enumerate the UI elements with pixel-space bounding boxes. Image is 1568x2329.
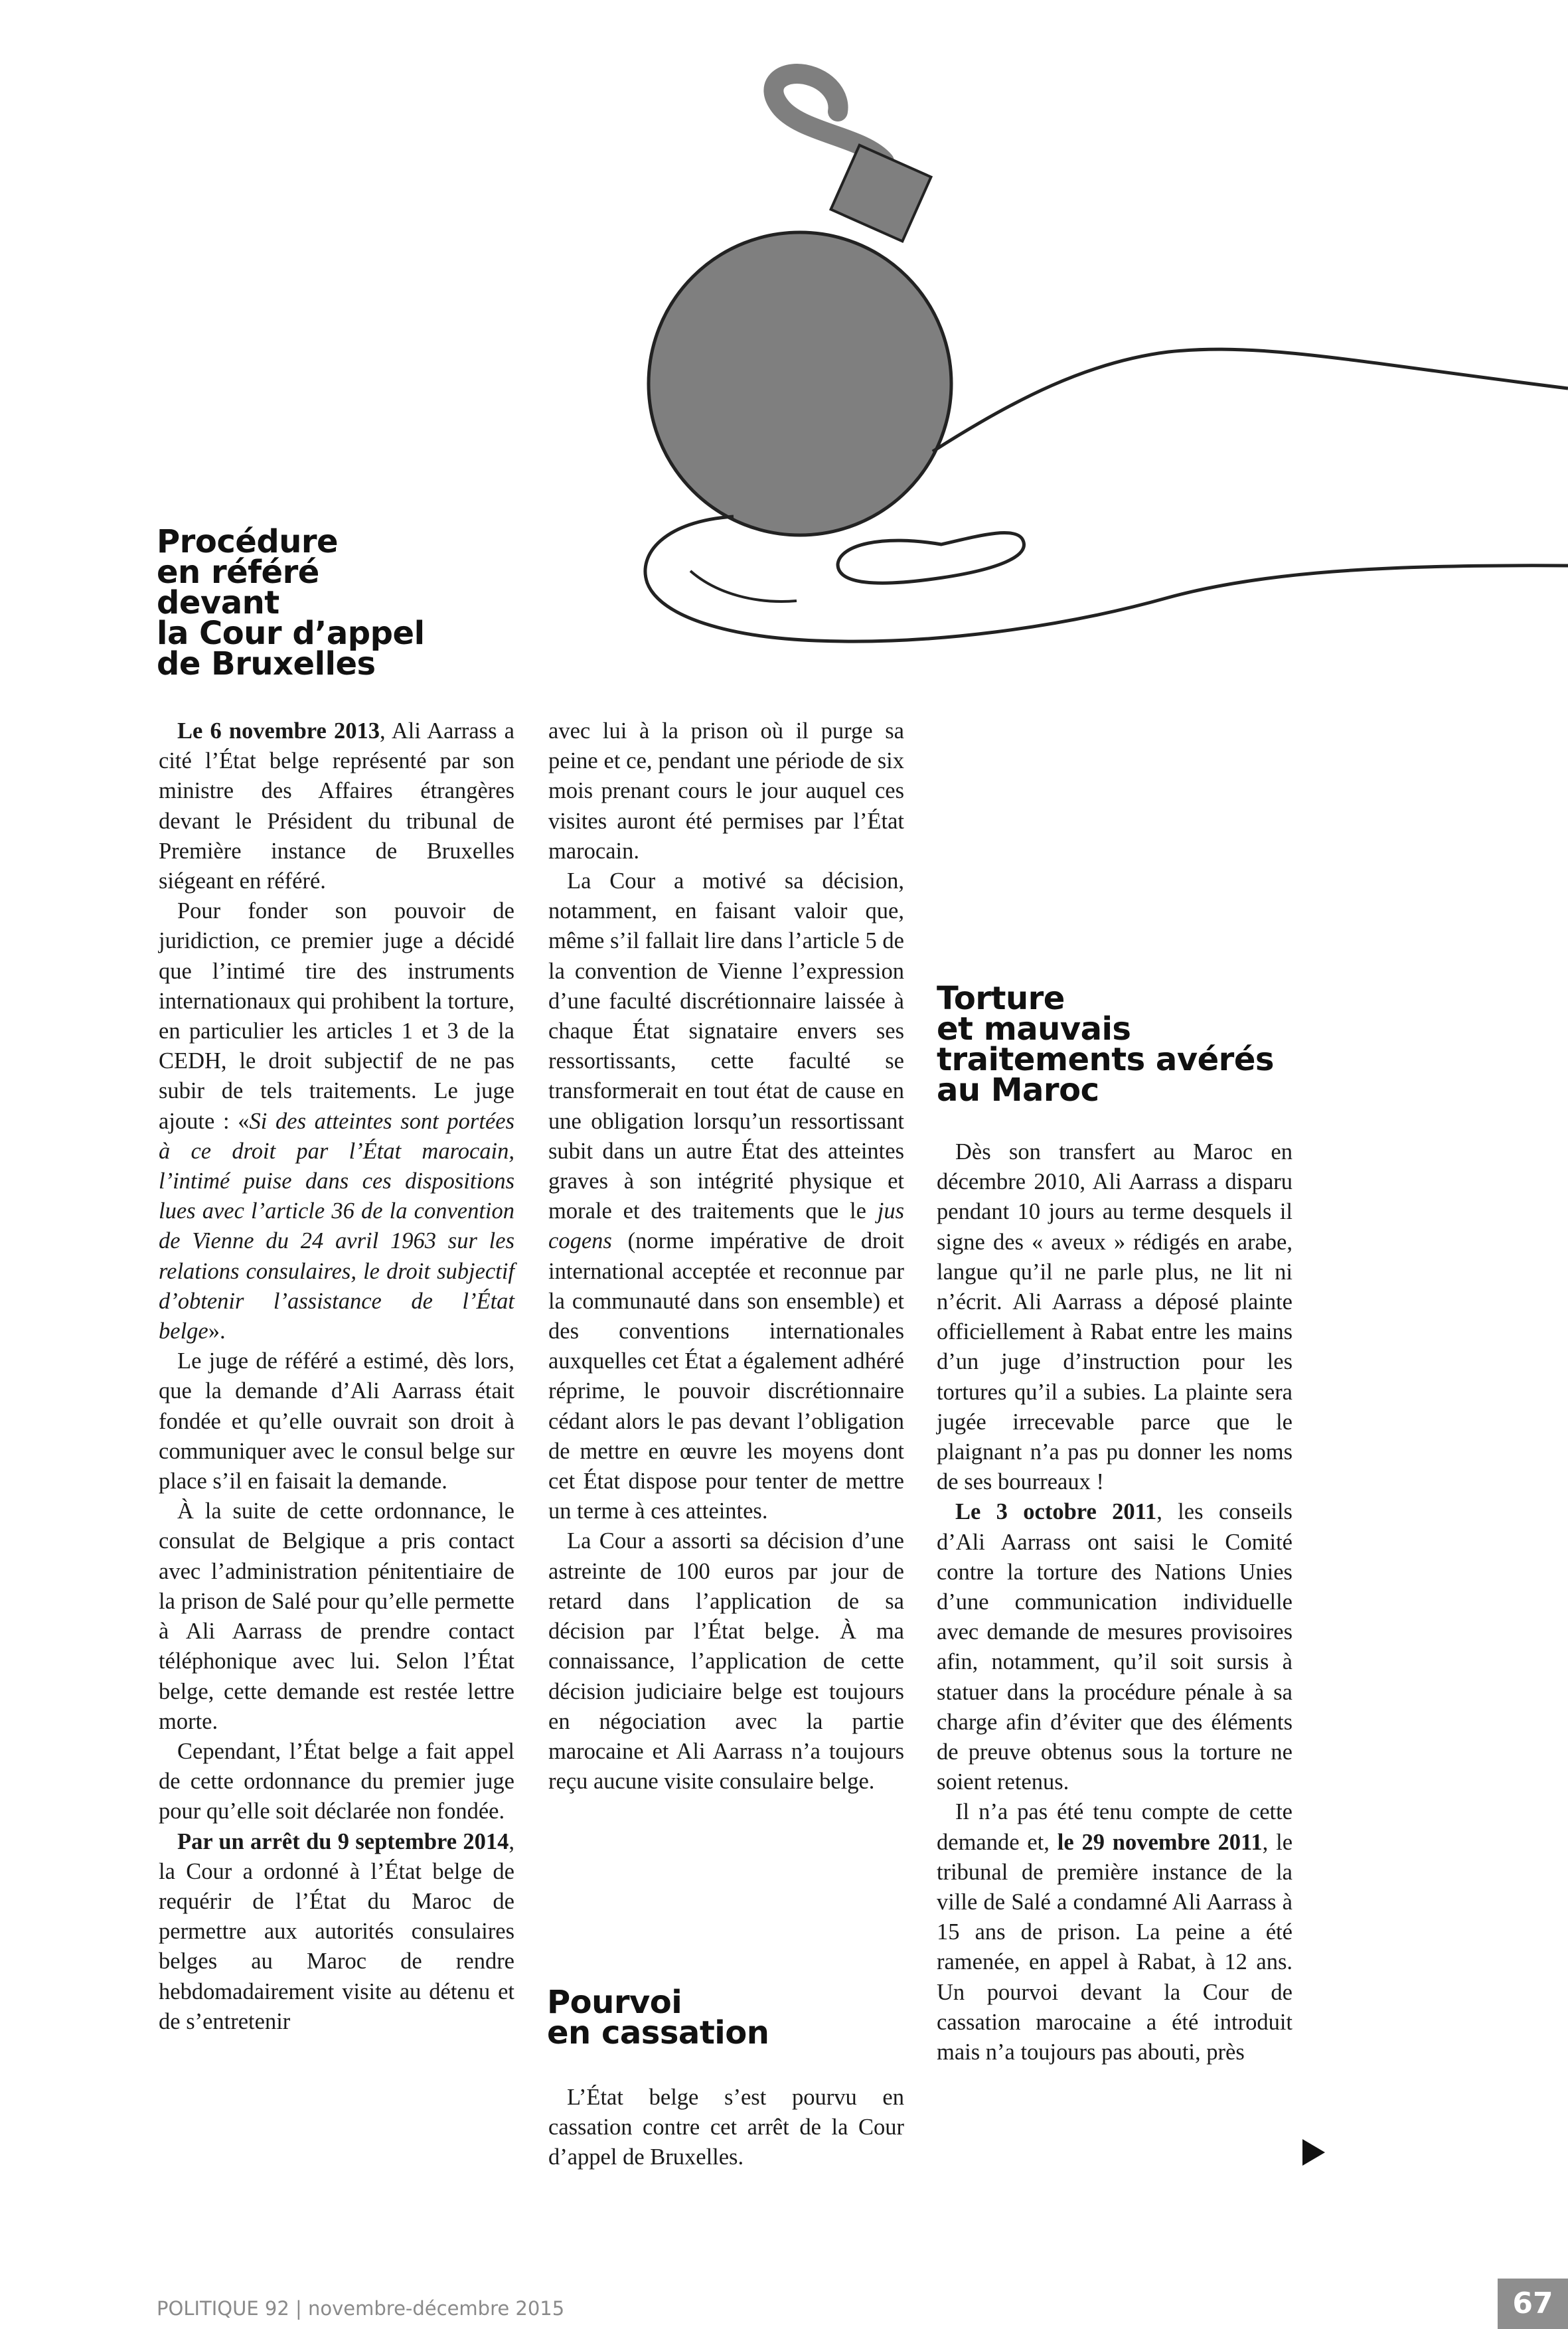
paragraph: avec lui à la prison où il purge sa peine et ce, pendant une période de six mois prenant cours le jour auquel ces visites auront été permises par l’État marocain. (548, 718, 904, 864)
heading-line: la Cour d’appel (157, 615, 425, 652)
paragraph: Cependant, l’État belge a fait appel de cette ordonnance du premier juge pour qu’elle soit déclarée non fondée. (159, 1738, 514, 1824)
paragraph: L’État belge s’est pourvu en cassation contre cet arrêt de la Cour d’appel de Bruxelles. (548, 2085, 904, 2170)
palm-crease (690, 571, 797, 602)
paragraph (937, 1497, 1293, 1797)
paragraph-text: , Ali Aarrass a cité l’État belge représenté par son ministre des Affaires étrangères devant le Président du tribunal de Première instance de Bruxelles siégeant en référé. (159, 718, 514, 894)
paragraph: Le juge de référé a estimé, dès lors, que la demande d’Ali Aarrass était fondée et qu’elle ouvrait son droit à communiquer avec le consul belge sur place s’il en faisait la demande. (159, 1348, 514, 1494)
paragraph: La Cour a assorti sa décision d’une astreinte de 100 euros par jour de retard dans l’application de sa décision par l’État belge. À ma connaissance, l’application de cette décision judiciaire belge est toujours en négociation avec la partie marocaine et Ali Aarrass n’a toujours reçu aucune visite consulaire belge. (548, 1528, 904, 1795)
paragraph-text: (norme impérative de droit international acceptée et reconnue par la communauté dans son ensemble) et des conventions internationales auxquelles cet État a également adhéré réprime, le pouvoir discrétionnaire cédant alors le pas devant l’obligation de mettre en œuvre les moyens dont cet État dispose pour tenter de mettre un terme à ces atteintes. (548, 1228, 904, 1524)
paragraph-text: La Cour a motivé sa décision, notamment, en faisant valoir que, même s’il fallait lire dans l’article 5 de la convention de Vienne l’expression d’une faculté discrétionnaire laissée à chaque État signataire envers ses ressortissants, cette faculté se transformerait en tout état de cause en une obligation lorsqu’un ressortissant subit dans un autre État des atteintes graves à son intégrité physique et morale et des traitements que le (548, 868, 904, 1224)
heading-line: Torture (937, 980, 1065, 1017)
paragraph-text: Il n’a pas été tenu compte de cette demande et, (937, 1799, 1293, 1855)
hand-upper-outline (933, 349, 1568, 451)
footer-publication: POLITIQUE 92 | novembre-décembre 2015 (157, 2297, 565, 2320)
paragraph-text: , les conseils d’Ali Aarrass ont saisi le Comité contre la torture des Nations Unies d’une communication individuelle avec demande de mesures provisoires afin, notamment, qu’il soit sursis à statuer dans la procédure pénale à sa charge afin d’éviter que des éléments de preuve obtenus sous la torture ne soient retenus. (937, 1499, 1293, 1795)
article-column-2-bottom (548, 2083, 904, 2173)
heading-line: devant (157, 584, 279, 621)
latin-term-italic: jus cogens (548, 1198, 904, 1254)
paragraph: Dès son transfert au Maroc en décembre 2010, Ali Aarrass a disparu pendant 10 jours au terme desquels il signe des « aveux » rédigés en arabe, langue qu’il ne parle plus, ne lit ni n’écrit. Ali Aarrass a déposé plainte officiellement à Rabat entre les mains d’un juge d’instruction pour les tortures qu’il a subies. La plainte sera jugée irrecevable parce que le plaignant n’a pas pu donner les noms de ses bourreaux ! (937, 1139, 1293, 1495)
heading-line: traitements avérés (937, 1041, 1274, 1078)
article-column-3 (937, 1137, 1293, 2067)
heading-line: Pourvoi (547, 1984, 682, 2021)
paragraph-text: ». (208, 1319, 226, 1344)
continue-arrow-icon (1302, 2139, 1325, 2166)
heading-torture-maroc (937, 980, 1274, 1109)
date-bold: Le 6 novembre 2013 (177, 718, 380, 744)
heading-line: et mauvais (937, 1010, 1131, 1048)
heading-pourvoi-en-cassation (547, 1984, 769, 2051)
article-column-1 (159, 716, 514, 2037)
quote-italic: Si des atteintes sont portées à ce droit par l’État marocain, l’intimé puise dans ces dispositions lues avec l’article 36 de la convention de Vienne du 24 avril 1963 sur les relations consulaires, le droit subjectif d’obtenir l’assistance de l’État belge (159, 1108, 514, 1344)
bomb-neck (831, 145, 931, 242)
heading-procedure-en-refere (157, 523, 425, 683)
paragraph-text: , la Cour a ordonné à l’État belge de requérir de l’État du Maroc de permettre aux autorités consulaires belges au Maroc de rendre hebdomadairement visite au détenu et de s’entretenir (159, 1828, 514, 2034)
paragraph (159, 1827, 514, 2037)
heading-line: en cassation (547, 2014, 769, 2051)
date-bold: le 29 novembre 2011 (1057, 1829, 1263, 1855)
thumb (838, 533, 1024, 584)
paragraph-text: , le tribunal de première instance de la ville de Salé a condamné Ali Aarrass à 15 ans de prison. La peine a été ramenée, en appel à Rabat, à 12 ans. Un pourvoi devant la Cour de cassation marocaine a été introduit mais n’a toujours pas abouti, près (937, 1829, 1293, 2065)
paragraph-text: Pour fonder son pouvoir de juridiction, ce premier juge a décidé que l’intimé tire des instruments internationaux qui prohibent la torture, en particulier les articles 1 et 3 de la CEDH, le droit subjectif de ne pas subir de tels traitements. Le juge ajoute : « (159, 898, 514, 1134)
heading-line: Procédure (157, 523, 339, 560)
date-bold: Par un arrêt du 9 septembre 2014 (177, 1828, 509, 1854)
paragraph: À la suite de cette ordonnance, le consulat de Belgique a pris contact avec l’administration pénitentiaire de la prison de Salé pour qu’elle permette à Ali Aarrass de prendre contact téléphonique avec lui. Selon l’État belge, cette demande est restée lettre morte. (159, 1498, 514, 1734)
heading-line: de Bruxelles (157, 645, 376, 683)
heading-line: au Maroc (937, 1072, 1099, 1109)
heading-line: en référé (157, 554, 319, 591)
bomb-ball (649, 232, 951, 535)
page-number: 67 (1498, 2279, 1568, 2329)
paragraph (159, 716, 514, 896)
paragraph (937, 1797, 1293, 2067)
article-column-2 (548, 716, 904, 1797)
paragraph (548, 866, 904, 1526)
paragraph (159, 896, 514, 1346)
date-bold: Le 3 octobre 2011 (955, 1499, 1157, 1525)
